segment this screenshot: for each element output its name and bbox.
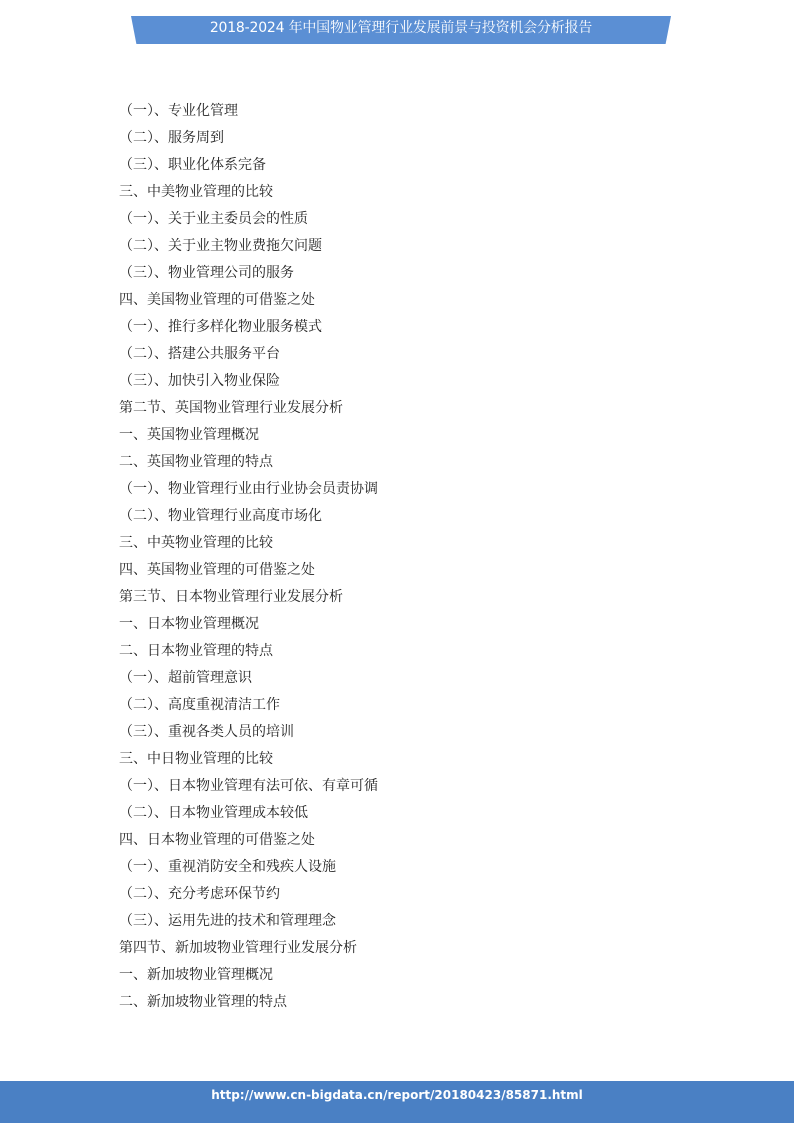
toc-item: （三）、加快引入物业保险 bbox=[119, 373, 280, 389]
toc-item: 第二节、英国物业管理行业发展分析 bbox=[119, 400, 343, 416]
toc-item: 四、日本物业管理的可借鉴之处 bbox=[119, 832, 315, 848]
toc-item: 第四节、新加坡物业管理行业发展分析 bbox=[119, 940, 357, 956]
toc-item: 二、新加坡物业管理的特点 bbox=[119, 994, 287, 1010]
toc-item: 一、日本物业管理概况 bbox=[119, 616, 259, 632]
toc-item: 四、美国物业管理的可借鉴之处 bbox=[119, 292, 315, 308]
toc-item: 二、日本物业管理的特点 bbox=[119, 643, 273, 659]
toc-item: 三、中日物业管理的比较 bbox=[119, 751, 273, 767]
toc-item: （二）、搭建公共服务平台 bbox=[119, 346, 280, 362]
report-title: 2018-2024 年中国物业管理行业发展前景与投资机会分析报告 bbox=[209, 20, 593, 36]
toc-item: （二）、高度重视清洁工作 bbox=[119, 697, 280, 713]
toc-item: （二）、充分考虑环保节约 bbox=[119, 886, 280, 902]
toc-item: 第三节、日本物业管理行业发展分析 bbox=[119, 589, 343, 605]
toc-item: 一、英国物业管理概况 bbox=[119, 427, 259, 443]
toc-item: （一）、专业化管理 bbox=[119, 103, 238, 119]
toc-item: （三）、运用先进的技术和管理理念 bbox=[119, 913, 336, 929]
toc-item: （一）、关于业主委员会的性质 bbox=[119, 211, 308, 227]
toc-item: （三）、职业化体系完备 bbox=[119, 157, 266, 173]
toc-item: 一、新加坡物业管理概况 bbox=[119, 967, 273, 983]
toc-item: 二、英国物业管理的特点 bbox=[119, 454, 273, 470]
toc-item: （一）、推行多样化物业服务模式 bbox=[119, 319, 322, 335]
toc-item: （一）、日本物业管理有法可依、有章可循 bbox=[119, 778, 378, 794]
toc-item: （三）、重视各类人员的培训 bbox=[119, 724, 294, 740]
toc-item: （一）、重视消防安全和残疾人设施 bbox=[119, 859, 336, 875]
footer-url-link[interactable]: http://www.cn-bigdata.cn/report/20180423/85871.html bbox=[211, 1088, 583, 1102]
toc-item: （二）、关于业主物业费拖欠问题 bbox=[119, 238, 322, 254]
toc-item: 三、中英物业管理的比较 bbox=[119, 535, 273, 551]
toc-item: 四、英国物业管理的可借鉴之处 bbox=[119, 562, 315, 578]
toc-item: 三、中美物业管理的比较 bbox=[119, 184, 273, 200]
toc-item: （二）、日本物业管理成本较低 bbox=[119, 805, 308, 821]
toc-item: （一）、物业管理行业由行业协会员责协调 bbox=[119, 481, 378, 497]
toc-item: （二）、物业管理行业高度市场化 bbox=[119, 508, 322, 524]
toc-item: （一）、超前管理意识 bbox=[119, 670, 252, 686]
table-of-contents bbox=[119, 98, 679, 1016]
toc-item: （三）、物业管理公司的服务 bbox=[119, 265, 294, 281]
toc-item: （二）、服务周到 bbox=[119, 130, 224, 146]
